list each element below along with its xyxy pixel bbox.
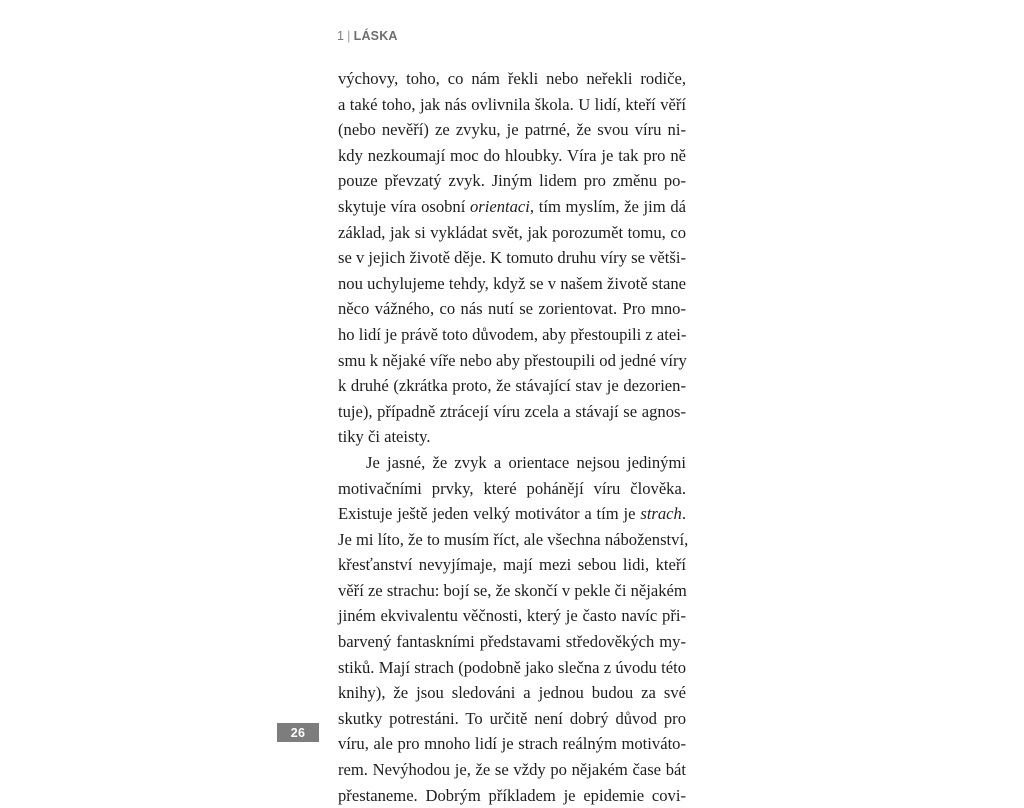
text-run: . [681, 504, 686, 524]
text-line: barvený fantaskními představami středověkých my- [338, 632, 686, 652]
emphasized-word: orientaci [470, 196, 530, 216]
text-line: stiků. Mají strach (podobně jako slečna z úvodu této [338, 657, 686, 677]
text-line: Je jasné, že zvyk a orientace nejsou jedinými [366, 452, 686, 472]
running-head-separator: | [347, 29, 351, 43]
page-number: 26 [290, 725, 306, 740]
text-line: jiném ekvivalentu věčnosti, který je často navíc při- [338, 606, 686, 626]
chapter-number: 1 [337, 29, 345, 43]
body-text [338, 66, 689, 808]
text-line: rem. Nevýhodou je, že se vždy po nějakém čase bát [338, 760, 686, 780]
text-line: knihy), že jsou sledováni a jednou budou za své [338, 683, 686, 703]
text-line: ho lidí je právě toto důvodem, aby přestoupili z atei- [338, 324, 687, 344]
emphasized-word: strach [640, 504, 682, 524]
text-line: se v jejich životě děje. K tomuto druhu víry se větši- [338, 248, 686, 268]
text-line: víru, ale pro mnoho lidí je strach reálným motiváto- [338, 734, 686, 754]
running-head [337, 28, 398, 44]
text-line: kdy nezkoumají moc do hloubky. Víra je tak pro ně [338, 145, 686, 165]
text-run: skytuje víra osobní [338, 196, 470, 216]
paragraph-2 [338, 450, 689, 808]
text-line: smu k nějaké víře nebo aby přestoupili od jedné víry [338, 350, 687, 370]
text-line: křesťanství nevyjímaje, mají mezi sebou lidi, kteří [338, 555, 686, 575]
text-line: nou uchylujeme tehdy, když se v našem životě stane [338, 273, 686, 293]
text-line: a také toho, jak nás ovlivnila škola. U lidí, kteří věří [338, 94, 686, 114]
text-line: něco vážného, co nás nutí se zorientovat. Pro mno- [338, 299, 686, 319]
text-line [338, 501, 686, 527]
text-line: k druhé (zkrátka proto, že stávající stav je dezorien- [338, 376, 686, 396]
text-line: tuje), případně ztrácejí víru zcela a stávají se agnos- [338, 401, 686, 421]
text-line: základ, jak si vykládat svět, jak porozumět tomu, co [338, 222, 686, 242]
text-run: , tím myslím, že jim dá [529, 196, 686, 216]
text-line: výchovy, toho, co nám řekli nebo neřekli rodiče, [338, 69, 686, 88]
chapter-title: LÁSKA [353, 29, 398, 43]
paragraph-1 [338, 66, 686, 450]
text-line: (nebo nevěří) ze zvyku, je patrné, že svou víru ni- [338, 120, 686, 140]
text-line: motivačními prvky, které pohánějí víru člověka. [338, 478, 686, 498]
text-line: pouze převzatý zvyk. Jiným lidem pro změnu po- [338, 171, 686, 191]
text-line: tiky či ateisty. [338, 427, 431, 447]
text-line [338, 194, 686, 220]
text-run: Existuje ještě jeden velký motivátor a tím je [338, 504, 641, 524]
page-number-box [277, 723, 319, 742]
text-line: Je mi líto, že to musím říct, ale všechna náboženství, [338, 529, 689, 549]
text-line: skutky potrestáni. To určitě není dobrý důvod pro [338, 708, 686, 728]
text-line: věří ze strachu: bojí se, že skončí v pekle či nějakém [338, 580, 687, 600]
text-line: přestaneme. Dobrým příkladem je epidemie covi- [338, 785, 686, 805]
